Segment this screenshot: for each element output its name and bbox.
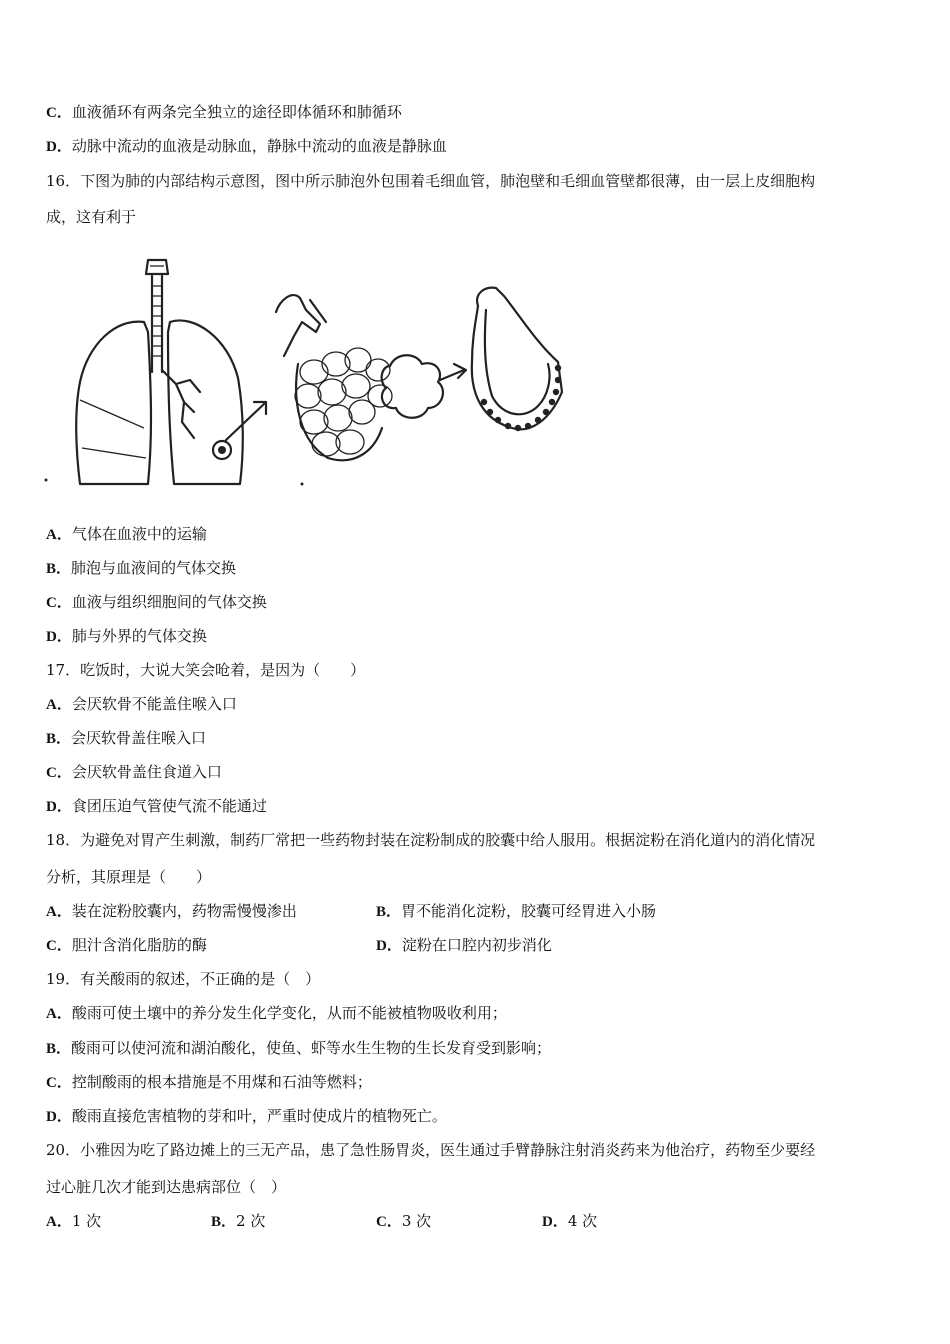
option-text: 酸雨直接危害植物的芽和叶，严重时使成片的植物死亡。 xyxy=(71,1107,447,1125)
q17-option-a xyxy=(46,694,237,715)
option-text: 血液与组织细胞间的气体交换 xyxy=(71,593,267,611)
option-text: 会厌软骨不能盖住喉入口 xyxy=(71,695,237,713)
option-text: 血液循环有两条完全独立的途径即体循环和肺循环 xyxy=(71,103,402,121)
lung-structure-icon xyxy=(44,252,584,492)
option-text: 淀粉在口腔内初步消化 xyxy=(401,936,552,954)
option-letter: A． xyxy=(46,904,72,920)
option-letter: A． xyxy=(46,1006,72,1022)
q19-option-d xyxy=(46,1106,447,1127)
q18-option-b xyxy=(376,901,656,922)
option-letter: B． xyxy=(46,1041,72,1057)
option-letter: C． xyxy=(46,938,72,954)
option-text: 装在淀粉胶囊内，药物需慢慢渗出 xyxy=(71,902,297,920)
option-letter: A． xyxy=(46,527,72,543)
q18-option-c xyxy=(46,935,207,956)
option-letter: D． xyxy=(542,1214,568,1230)
option-text: 食团压迫气管使气流不能通过 xyxy=(71,797,267,815)
option-letter: D． xyxy=(46,629,72,645)
option-letter: A． xyxy=(46,1214,72,1230)
q20-option-a xyxy=(46,1211,101,1232)
option-text: 3 次 xyxy=(401,1212,432,1230)
q16-stem-line2: 成，这有利于 xyxy=(46,208,137,226)
q20-option-b xyxy=(211,1211,265,1232)
q16-option-d xyxy=(46,626,207,647)
option-text: 肺与外界的气体交换 xyxy=(71,627,207,645)
q18-stem-line1: 18．为避免对胃产生刺激，制药厂常把一些药物封装在淀粉制成的胶囊中给人服用。根据淀粉在消化道内的消化情况 xyxy=(46,831,816,849)
q18-option-d xyxy=(376,935,552,956)
option-letter: C． xyxy=(376,1214,402,1230)
option-letter: D． xyxy=(46,1109,72,1125)
q19-stem: 19．有关酸雨的叙述，不正确的是（ ） xyxy=(46,970,321,988)
q18-option-a xyxy=(46,901,297,922)
q18-stem-line2: 分析，其原理是（ ） xyxy=(46,868,212,886)
option-text: 肺泡与血液间的气体交换 xyxy=(71,559,237,577)
option-text: 胆汁含消化脂肪的酶 xyxy=(71,936,207,954)
option-text: 会厌软骨盖住食道入口 xyxy=(71,763,222,781)
option-text: 动脉中流动的血液是动脉血，静脉中流动的血液是静脉血 xyxy=(71,137,447,155)
q17-option-b xyxy=(46,728,206,749)
option-letter: B． xyxy=(46,731,72,747)
option-letter: B． xyxy=(376,904,402,920)
q16-option-c xyxy=(46,592,267,613)
option-letter: B． xyxy=(211,1214,237,1230)
option-text: 酸雨可以使河流和湖泊酸化，使鱼、虾等水生生物的生长发育受到影响； xyxy=(71,1039,552,1057)
option-letter: C． xyxy=(46,105,72,121)
option-text: 控制酸雨的根本措施是不用煤和石油等燃料； xyxy=(71,1073,372,1091)
option-text: 酸雨可使土壤中的养分发生化学变化，从而不能被植物吸收利用； xyxy=(71,1004,507,1022)
q17-stem: 17．吃饭时，大说大笑会呛着，是因为（ ） xyxy=(46,661,366,679)
option-text: 气体在血液中的运输 xyxy=(71,525,207,543)
option-letter: A． xyxy=(46,697,72,713)
option-letter: B． xyxy=(46,561,72,577)
option-text: 2 次 xyxy=(236,1212,266,1230)
q20-stem-line1: 20．小雅因为吃了路边摊上的三无产品，患了急性肠胃炎，医生通过手臂静脉注射消炎药来为他治疗，药物至少要经 xyxy=(46,1141,816,1159)
option-letter: D． xyxy=(46,799,72,815)
option-letter: D． xyxy=(46,139,72,155)
option-text: 4 次 xyxy=(567,1212,598,1230)
option-letter: C． xyxy=(46,595,72,611)
q19-option-a xyxy=(46,1003,507,1024)
option-text: 1 次 xyxy=(71,1212,102,1230)
option-letter: D． xyxy=(376,938,402,954)
option-text: 会厌软骨盖住喉入口 xyxy=(71,729,207,747)
lung-alveoli-diagram xyxy=(44,252,584,492)
option-letter: C． xyxy=(46,765,72,781)
q16-option-a xyxy=(46,524,207,545)
q19-option-b xyxy=(46,1038,551,1059)
q15-option-d xyxy=(46,136,447,157)
option-letter: C． xyxy=(46,1075,72,1091)
q19-option-c xyxy=(46,1072,372,1093)
q20-stem-line2: 过心脏几次才能到达患病部位（ ） xyxy=(46,1178,287,1196)
q17-option-c xyxy=(46,762,222,783)
q15-option-c xyxy=(46,102,402,123)
q16-option-b xyxy=(46,558,236,579)
q20-option-d xyxy=(542,1211,597,1232)
option-text: 胃不能消化淀粉，胶囊可经胃进入小肠 xyxy=(401,902,657,920)
q17-option-d xyxy=(46,796,267,817)
q16-stem-line1: 16．下图为肺的内部结构示意图，图中所示肺泡外包围着毛细血管，肺泡壁和毛细血管壁都很薄，由一层上皮细胞构 xyxy=(46,172,816,190)
q20-option-c xyxy=(376,1211,431,1232)
